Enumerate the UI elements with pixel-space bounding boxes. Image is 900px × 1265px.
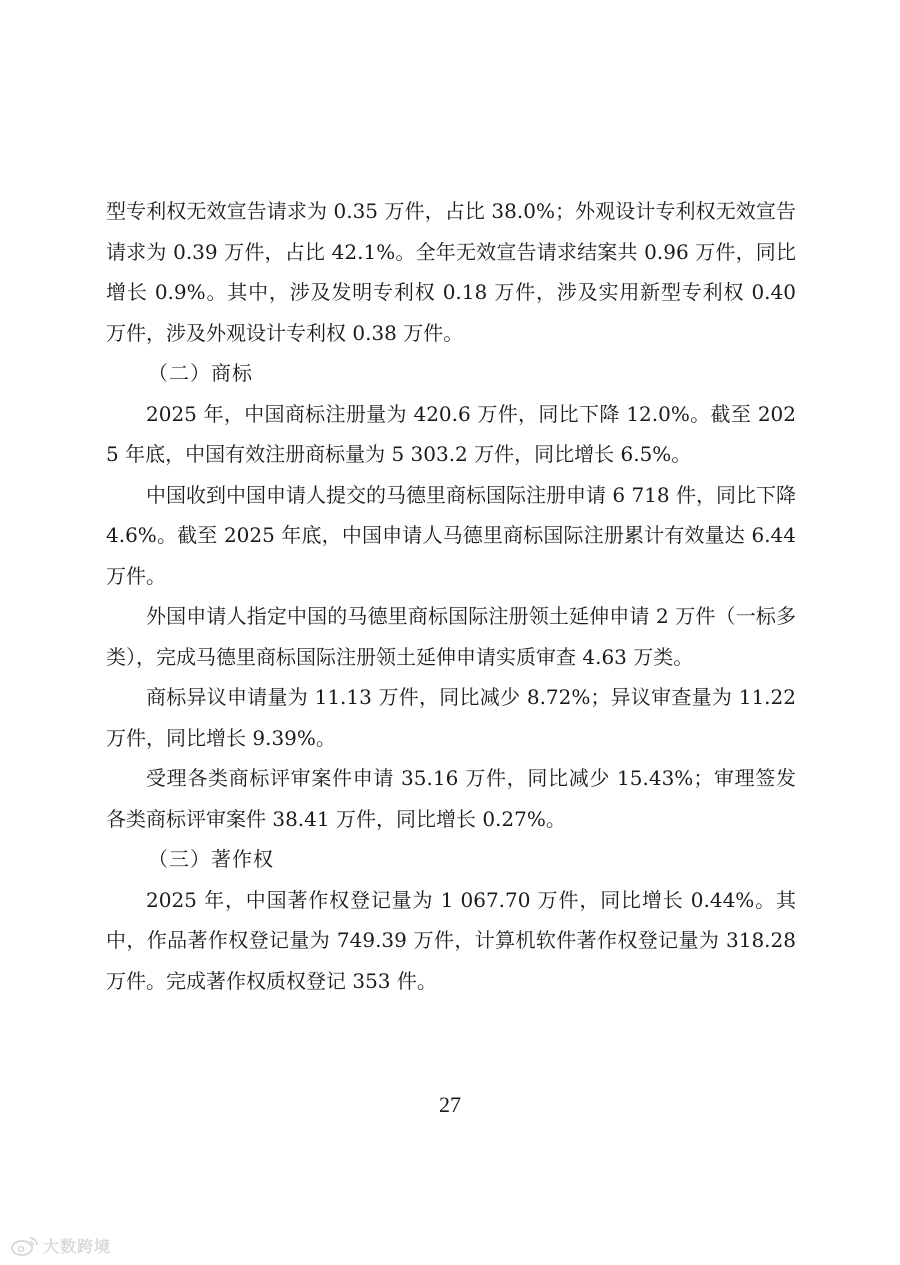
document-body (106, 191, 796, 1001)
watermark (10, 1234, 111, 1257)
watermark-text: 大数跨境 (43, 1237, 112, 1256)
paragraph-copyright-registration: 2025 年，中国著作权登记量为 1 067.70 万件，同比增长 0.44%。其中，作品著作权登记量为 749.39 万件，计算机软件著作权登记量为 318.28 万件。完成著作权质权登记 353 件。 (106, 887, 796, 993)
paragraph-patent-invalidation: 型专利权无效宣告请求为 0.35 万件，占比 38.0%；外观设计专利权无效宣告请求为 0.39 万件，占比 42.1%。全年无效宣告请求结案共 0.96 万件，同比增长 0.9%。其中，涉及发明专利权 0.18 万件，涉及实用新型专利权 0.40 万件，涉及外观设计专利权 0.38 万件。 (106, 199, 796, 345)
section-heading-trademark: （二）商标 (148, 361, 253, 385)
paragraph-madrid-applications: 中国收到中国申请人提交的马德里商标国际注册申请 6 718 件，同比下降 4.6%。截至 2025 年底，中国申请人马德里商标国际注册累计有效量达 6.44 万件。 (106, 482, 796, 588)
paragraph-trademark-opposition: 商标异议申请量为 11.13 万件，同比减少 8.72%；异议审查量为 11.22 万件，同比增长 9.39%。 (106, 685, 796, 750)
paragraph-trademark-registration: 2025 年，中国商标注册量为 420.6 万件，同比下降 12.0%。截至 2025 年底，中国有效注册商标量为 5 303.2 万件，同比增长 6.5%。 (106, 401, 796, 466)
page-number: 27 (439, 1092, 461, 1117)
weibo-logo-icon (10, 1235, 40, 1257)
paragraph-madrid-extension: 外国申请人指定中国的马德里商标国际注册领土延伸申请 2 万件（一标多类），完成马德里商标国际注册领土延伸申请实质审查 4.63 万类。 (106, 604, 796, 669)
section-heading-copyright: （三）著作权 (148, 847, 274, 871)
paragraph-trademark-review: 受理各类商标评审案件申请 35.16 万件，同比减少 15.43%；审理签发各类商标评审案件 38.41 万件，同比增长 0.27%。 (106, 766, 796, 831)
